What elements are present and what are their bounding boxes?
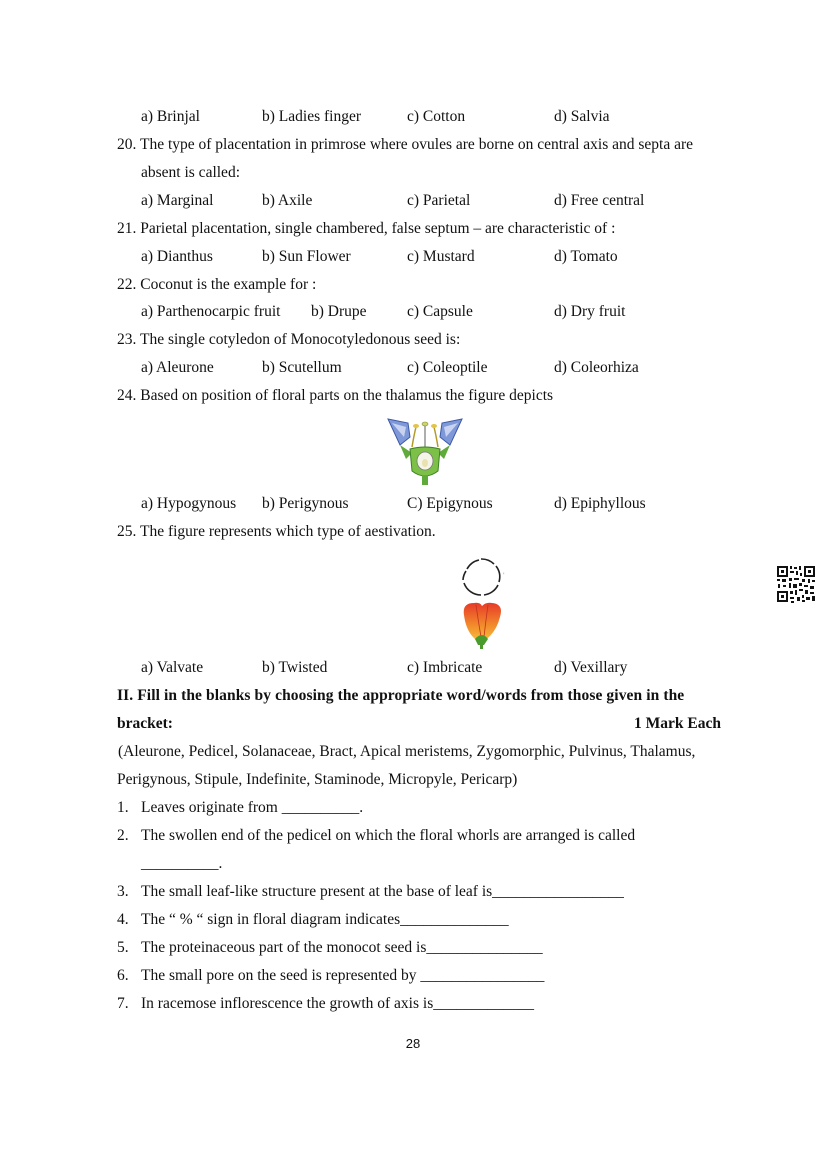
q20-option-a: a) Marginal [141,192,214,209]
q21-option-c: c) Mustard [407,248,475,265]
word-bank: (Aleurone, Pedicel, Solanaceae, Bract, Apical meristems, Zygomorphic, Pulvinus, Thalamus, [118,743,696,760]
q24-option-c: C) Epigynous [407,495,493,512]
svg-text:': ' [503,572,505,579]
q25-text: 25. The figure represents which type of aestivation. [117,523,436,540]
q22-text: 22. Coconut is the example for : [117,276,317,293]
blank-item-2-cont: __________. [141,855,223,872]
q22-option-b: b) Drupe [311,303,367,320]
q20-text: 20. The type of placentation in primrose where ovules are borne on central axis and septa are [117,136,694,153]
qr-code-icon [776,565,816,603]
blank-item-7: 7. In racemose inflorescence the growth of axis is_____________ [117,995,534,1012]
q22-option-c: c) Capsule [407,303,473,320]
q20-option-c: c) Parietal [407,192,471,209]
q20-option-b: b) Axile [262,192,313,209]
q23-option-d: d) Coleorhiza [554,359,639,376]
q25-option-a: a) Valvate [141,659,204,676]
blank-item-2: 2. The swollen end of the pedicel on which the floral whorls are arranged is called [117,827,636,844]
q23-option-b: b) Scutellum [262,359,342,376]
section-heading: II. Fill in the blanks by choosing the appropriate word/words from those given in the [117,687,685,704]
q19-option-a: a) Brinjal [141,108,200,125]
q22-option-a: a) Parthenocarpic fruit [141,303,281,320]
q22-option-d: d) Dry fruit [554,303,626,320]
q21-option-a: a) Dianthus [141,248,213,265]
q24-option-a: a) Hypogynous [141,495,237,512]
q21-text: 21. Parietal placentation, single chambered, false septum – are characteristic of : [117,220,616,237]
q24-text: 24. Based on position of floral parts on the thalamus the figure depicts [117,387,554,404]
blank-item-4: 4. The “ % “ sign in floral diagram indicates______________ [117,911,509,928]
q25-option-b: b) Twisted [262,659,328,676]
blank-item-5: 5. The proteinaceous part of the monocot seed is_______________ [117,939,543,956]
q21-option-d: d) Tomato [554,248,618,265]
q24-option-b: b) Perigynous [262,495,349,512]
q23-option-c: c) Coleoptile [407,359,488,376]
page-number: 28 [405,1036,421,1051]
aestivation-figure [458,557,508,651]
q23-option-a: a) Aleurone [141,359,214,376]
q20-option-d: d) Free central [554,192,645,209]
q21-option-b: b) Sun Flower [262,248,351,265]
q25-option-c: c) Imbricate [407,659,483,676]
q19-option-c: c) Cotton [407,108,466,125]
q20-text-cont: absent is called: [141,164,240,181]
q24-option-d: d) Epiphyllous [554,495,646,512]
q23-text: 23. The single cotyledon of Monocotyledonous seed is: [117,331,461,348]
section-heading-cont: bracket: [117,715,173,732]
q19-option-b: b) Ladies finger [262,108,361,125]
marks-label: 1 Mark Each [634,715,721,732]
q19-option-d: d) Salvia [554,108,610,125]
blank-item-3: 3. The small leaf-like structure present at the base of leaf is_________________ [117,883,624,900]
q25-option-d: d) Vexillary [554,659,628,676]
word-bank-cont: Perigynous, Stipule, Indefinite, Staminode, Micropyle, Pericarp) [117,771,518,788]
blank-item-6: 6. The small pore on the seed is represented by ________________ [117,967,545,984]
flower-figure [386,415,464,485]
blank-item-1: 1. Leaves originate from __________. [117,799,364,816]
